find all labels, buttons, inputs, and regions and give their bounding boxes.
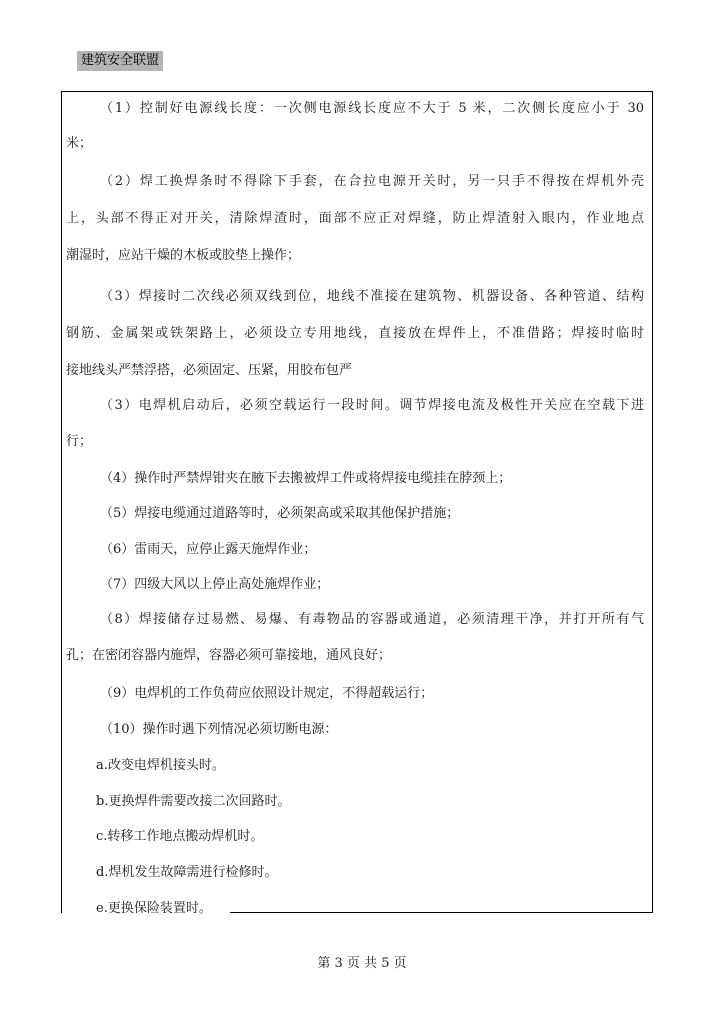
item-3-line-1: （3）焊接时二次线必须双线到位，地线不准接在建筑物、机器设备、各种管道、结构 — [100, 289, 644, 304]
item-1-line-1: （1）控制好电源线长度：一次侧电源线长度应不大于 5 米，二次侧长度应小于 30 — [100, 101, 644, 116]
item-5 — [66, 470, 644, 487]
item-8 — [66, 576, 644, 593]
item-7 — [66, 541, 644, 558]
item-3 — [66, 288, 644, 379]
item-8-line-1: （7）四级大风以上停止高处施焊作业； — [100, 577, 330, 592]
sub-item-b — [96, 793, 644, 810]
item-2-line-2: 上，头部不得正对开关，清除焊渣时，面部不应正对焊缝，防止焊渣射入眼内，作业地点 — [66, 211, 644, 226]
header-tag: 建筑安全联盟 — [77, 51, 163, 71]
item-2 — [66, 173, 644, 264]
item-10 — [66, 685, 644, 702]
item-4-line-2: 行； — [66, 434, 93, 449]
sub-item-d — [96, 864, 644, 881]
item-6 — [66, 505, 644, 522]
item-9-line-2: 孔；在密闭容器内施焊，容器必须可靠接地，通风良好； — [66, 648, 392, 663]
sub-item-e — [96, 900, 644, 917]
sub-item-c — [96, 828, 644, 845]
item-1 — [66, 100, 644, 152]
item-4 — [66, 397, 644, 450]
sub-item-a-text: a.改变电焊机接头时。 — [96, 758, 225, 773]
item-3-line-2: 钢筋、金属架或铁架路上，必须设立专用地线，直接放在焊件上，不准借路；焊接时临时 — [66, 326, 644, 341]
sub-item-c-text: c.转移工作地点搬动焊机时。 — [96, 829, 264, 844]
item-1-line-2: 米； — [66, 136, 93, 151]
item-7-line-1: （6）雷雨天，应停止露天施焊作业； — [100, 542, 317, 557]
sub-item-d-text: d.焊机发生故障需进行检修时。 — [96, 865, 278, 880]
item-3-line-3: 接地线头严禁浮搭，必须固定、压紧，用胶布包严 — [66, 363, 353, 378]
sub-item-e-text: e.更换保险装置时。 — [96, 901, 212, 916]
item-11 — [66, 721, 644, 738]
sub-item-a — [96, 757, 644, 774]
item-5-line-1: （4）操作时严禁焊钳夹在腋下去搬被焊工件或将焊接电缆挂在脖颈上； — [100, 471, 512, 486]
page-number: 第 3 页 共 5 页 — [317, 956, 407, 971]
item-10-line-1: （9）电焊机的工作负荷应依照设计规定，不得超载运行； — [100, 686, 434, 701]
item-6-line-1: （5）焊接电缆通过道路等时，必须架高或采取其他保护措施； — [100, 506, 460, 521]
item-11-line-1: （10）操作时遇下列情况必须切断电源： — [100, 722, 338, 737]
item-2-line-3: 潮湿时，应站干燥的木板或胶垫上操作； — [66, 248, 301, 263]
item-2-line-1: （2）焊工换焊条时不得除下手套，在合拉电源开关时，另一只手不得按在焊机外壳 — [100, 174, 644, 189]
item-4-line-1: （3）电焊机启动后，必须空载运行一段时间。调节焊接电流及极性开关应在空载下进 — [100, 398, 644, 413]
item-9 — [66, 611, 644, 664]
sub-item-b-text: b.更换焊件需要改接二次回路时。 — [96, 794, 291, 809]
item-9-line-1: （8）焊接储存过易燃、易爆、有毒物品的容器或通道，必须清理干净，并打开所有气 — [100, 612, 644, 627]
